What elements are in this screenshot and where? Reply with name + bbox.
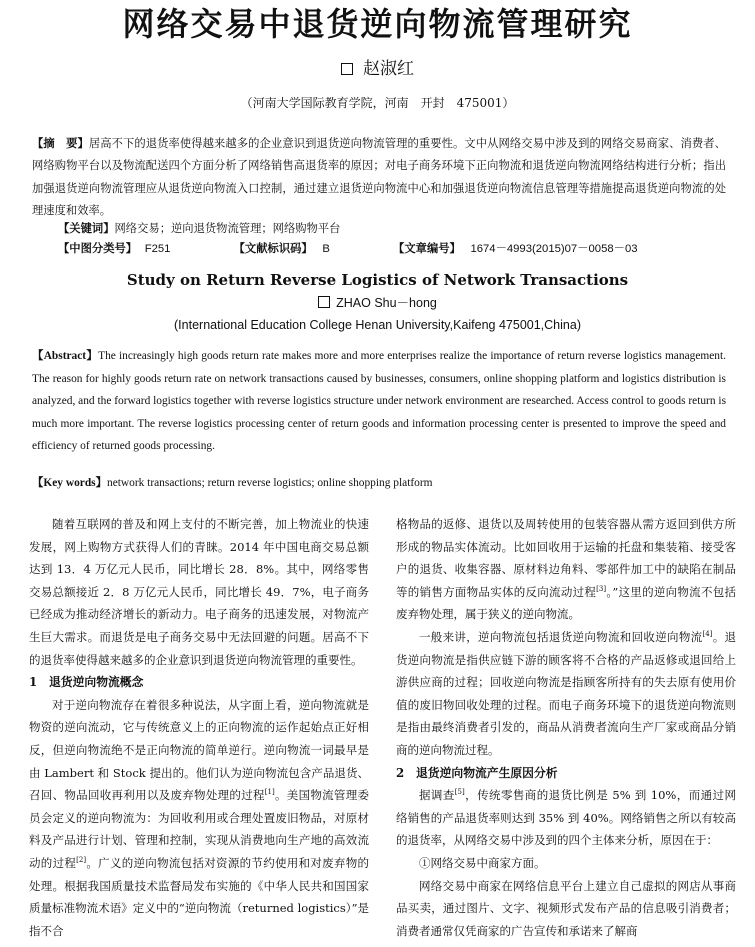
- paragraph: [396, 513, 736, 626]
- article-no-value: 1674－4993(2015)07－0058－03: [470, 243, 638, 255]
- citation: [1]: [264, 788, 275, 797]
- text-span: ，传统零售商的退货比例是 5% 到 10%，而通过网络销售的产品退货率则达到 35% 到 40%。网络销售之所以有较高的退货率，从网络交易中涉及到的四个主体来分析，原因在于：: [396, 788, 736, 848]
- text-span: 。”这里的逆向物流不包括废弃物处理，属于狭义的逆向物流。: [396, 584, 736, 622]
- english-title: Study on Return Reverse Logistics of Network Transactions: [126, 271, 629, 289]
- english-affiliation: (International Education College Henan University,Kaifeng 475001,China): [174, 318, 581, 332]
- keywords-cn-label: 【关键词】: [58, 221, 115, 235]
- abstract-cn-label: 【摘 要】: [32, 136, 89, 150]
- paper-title: 网络交易中退货逆向物流管理研究: [122, 5, 633, 43]
- abstract-cn: [32, 132, 726, 223]
- text-span: 。退货逆向物流是指供应链下游的顾客将不合格的产品返修或退回给上游供应商的过程；回收逆向物流是指顾客所持有的失去原有使用价值的废旧物回收处理的过程。而电子商务环境下的退货逆向物流则是指由最终消费者引发的，商品从消费者流向生产厂家或商品分销商的逆向物流过程。: [396, 629, 737, 757]
- citation: [3]: [596, 584, 607, 593]
- text-span: 格物品的返修、退货以及周转使用的包装容器从需方返回到供方所形成的物品实体流动。比如回收用于运输的托盘和集装箱、接受客户的退货、收集容器、原材料边角料、零部件加工中的缺陷在制品等的销售方面物品实体的反向流动过程: [396, 517, 736, 599]
- keywords-en-label: 【Key words】: [32, 477, 107, 489]
- section-heading: 1 退货逆向物流概念: [29, 675, 144, 690]
- keywords-en: [32, 473, 726, 493]
- classification-row: [58, 239, 718, 258]
- text-span: 一般来讲，逆向物流包括退货逆向物流和回收逆向物流: [419, 629, 703, 644]
- abstract-en-label: 【Abstract】: [32, 350, 99, 362]
- section-heading: 2 退货逆向物流产生原因分析: [396, 765, 558, 780]
- paragraph: [396, 626, 736, 762]
- abstract-en: [32, 345, 726, 458]
- body-column-right: [396, 513, 736, 942]
- paragraph: 随着互联网的普及和网上支付的不断完善，加上物流业的快速发展，网上购物方式获得人们的青睐。2014 年中国电商交易总额达到 13．4 万亿元人民币，同比增长 28．8%。其中，网络零售交易总额接近 2．8 万亿元人民币，同比增长 49．7%，电子商务已经成为推动经济增长的新动力。电子商务的迅速发展，对物流产生巨大需求。而退货是电子商务交易中无法回避的问题。居高不下的退货率使得越来越多的企业意识到退货逆向物流管理的重要性。: [29, 517, 369, 667]
- citation: [4]: [702, 630, 713, 639]
- keywords-en-text: network transactions; return reverse logistics; online shopping platform: [107, 477, 433, 489]
- paragraph: 网络交易中商家在网络信息平台上建立自己虚拟的网店从事商品买卖，通过图片、文字、视频形式发布产品的信息吸引消费者；消费者通常仅凭商家的广告宣传和承诺来了解商: [396, 878, 736, 938]
- paragraph: [396, 784, 736, 852]
- paragraph: ①网络交易中商家方面。: [419, 855, 546, 870]
- clc-label: 【中图分类号】: [58, 241, 138, 255]
- doc-code-label: 【文献标识码】: [233, 241, 313, 255]
- text-span: 对于逆向物流存在着很多种说法，从字面上看，逆向物流就是物资的逆向流动，它与传统意义上的正向物流的运作起始点正好相反，但逆向物流绝不是正向物流的简单逆行。逆向物流一词最早是由 Lambert 和 Stock 提出的。他们认为逆向物流包含产品退货、召回、物品回收再利用以及废弃物处理的过程: [29, 697, 369, 803]
- english-author: ZHAO Shu－hong: [336, 296, 437, 310]
- text-span: 。美国物流管理委员会定义的逆向物流为：为回收利用或合理处置废旧物品，对原材料及产品进行计划、管理和控制，实现从消费地向生产地的高效流动的过程: [29, 788, 370, 870]
- author-name: 赵淑红: [363, 59, 414, 79]
- body-column-left: [29, 513, 369, 942]
- clc-value: F251: [144, 243, 171, 255]
- english-author-line: [0, 294, 755, 312]
- checkbox-square-icon: [318, 296, 330, 308]
- checkbox-square-icon: [341, 63, 353, 75]
- keywords-cn: [58, 219, 340, 238]
- article-no-label: 【文章编号】: [393, 241, 461, 255]
- citation: [2]: [76, 856, 87, 865]
- text-span: 。广义的逆向物流包括对资源的节约使用和对废弃物的处理。根据我国质量技术监督局发布实施的《中华人民共和国国家质量标准物流术语》定义中的“逆向物流（returned logistics）”是指不合: [29, 855, 369, 938]
- author-line: [0, 58, 755, 80]
- paragraph: [29, 694, 369, 943]
- keywords-cn-text: 网络交易；逆向退货物流管理；网络购物平台: [114, 222, 341, 235]
- text-span: 据调查: [419, 788, 455, 803]
- abstract-cn-text: 居高不下的退货率使得越来越多的企业意识到退货逆向物流管理的重要性。文中从网络交易中涉及到的网络交易商家、消费者、网络购物平台以及物流配送四个方面分析了网络销售高退货率的原因；对电子商务环境下正向物流和退货逆向物流网络结构进行分析；指出加强退货逆向物流管理应从退货逆向物流入口控制，通过建立退货逆向物流中心和加强退货逆向物流信息管理等措施提高退货逆向物流的处理速度和效率。: [32, 137, 726, 218]
- affiliation: （河南大学国际教育学院，河南 开封 475001）: [240, 96, 515, 110]
- citation: [5]: [454, 788, 465, 797]
- abstract-en-text: The increasingly high goods return rate makes more and more enterprises realize the importance of return reverse logistics management. The reason for highly goods return rate on network transactions caused by businesses, consumers, online shopping platform and logistics distribution is analyzed, and the forward logistics together with reverse logistics structure under network environment are researched. Access control to goods return is much more important. The reverse logistics processing center of return goods and information processing center is presented to improve the speed and efficiency of returned goods processing.: [32, 350, 726, 453]
- doc-code-value: B: [322, 243, 330, 255]
